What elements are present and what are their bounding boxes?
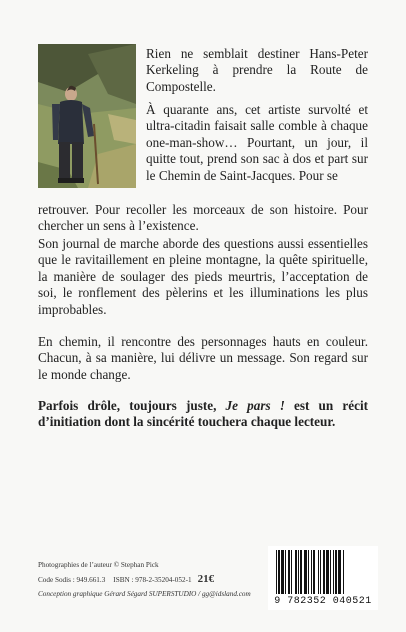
design-credit: Conception graphique Gérard Ségard SUPERSTUDIO / gg@idsland.com <box>38 590 251 598</box>
closing-before: Parfois drôle, toujours juste, <box>38 398 226 413</box>
credits-block <box>38 558 268 601</box>
artist-paragraph-top: À quarante ans, cet artiste survolté et ultra-citadin faisait salle comble à chaque one-man-show… Pourtant, un jour, il quitte tout, prend son sac à dos et part sur le Chemin de Saint-Jacques. Pour se <box>146 102 368 183</box>
barcode-number: 9 782352 040521 <box>268 596 378 610</box>
closing-paragraph <box>38 398 368 431</box>
intro-paragraph: Rien ne semblait destiner Hans-Peter Kerkeling à prendre la Route de Compostelle. <box>146 46 368 94</box>
isbn: ISBN : 978-2-35204-052-1 <box>113 576 192 584</box>
artist-paragraph-bottom: retrouver. Pour recoller les morceaux de son histoire. Pour chercher un sens à l’existence. <box>38 202 368 234</box>
price: 21€ <box>197 573 215 585</box>
closing-after: est un récit d’initiation dont la sincérité touchera chaque lecteur. <box>38 398 368 430</box>
code-sodis: Code Sodis : 949.661.3 <box>38 576 106 584</box>
codes-line <box>38 572 268 587</box>
encounters-paragraph: En chemin, il rencontre des personnages hauts en couleur. Chacun, à sa manière, lui délivre un message. Son regard sur le monde change. <box>38 334 368 382</box>
photo-credit: Photographies de l’auteur © Stephan Pick <box>38 561 159 569</box>
journal-paragraph: Son journal de marche aborde des questions aussi essentielles que le ravitaillement en pleine montagne, la quête spirituelle, la manière de soulager des pieds meurtris, l’acceptation de soi, le ronflement des pèlerins et les illuminations les plus improbables. <box>38 236 368 317</box>
book-title: Je pars ! <box>225 398 285 413</box>
author-photo <box>38 44 136 188</box>
